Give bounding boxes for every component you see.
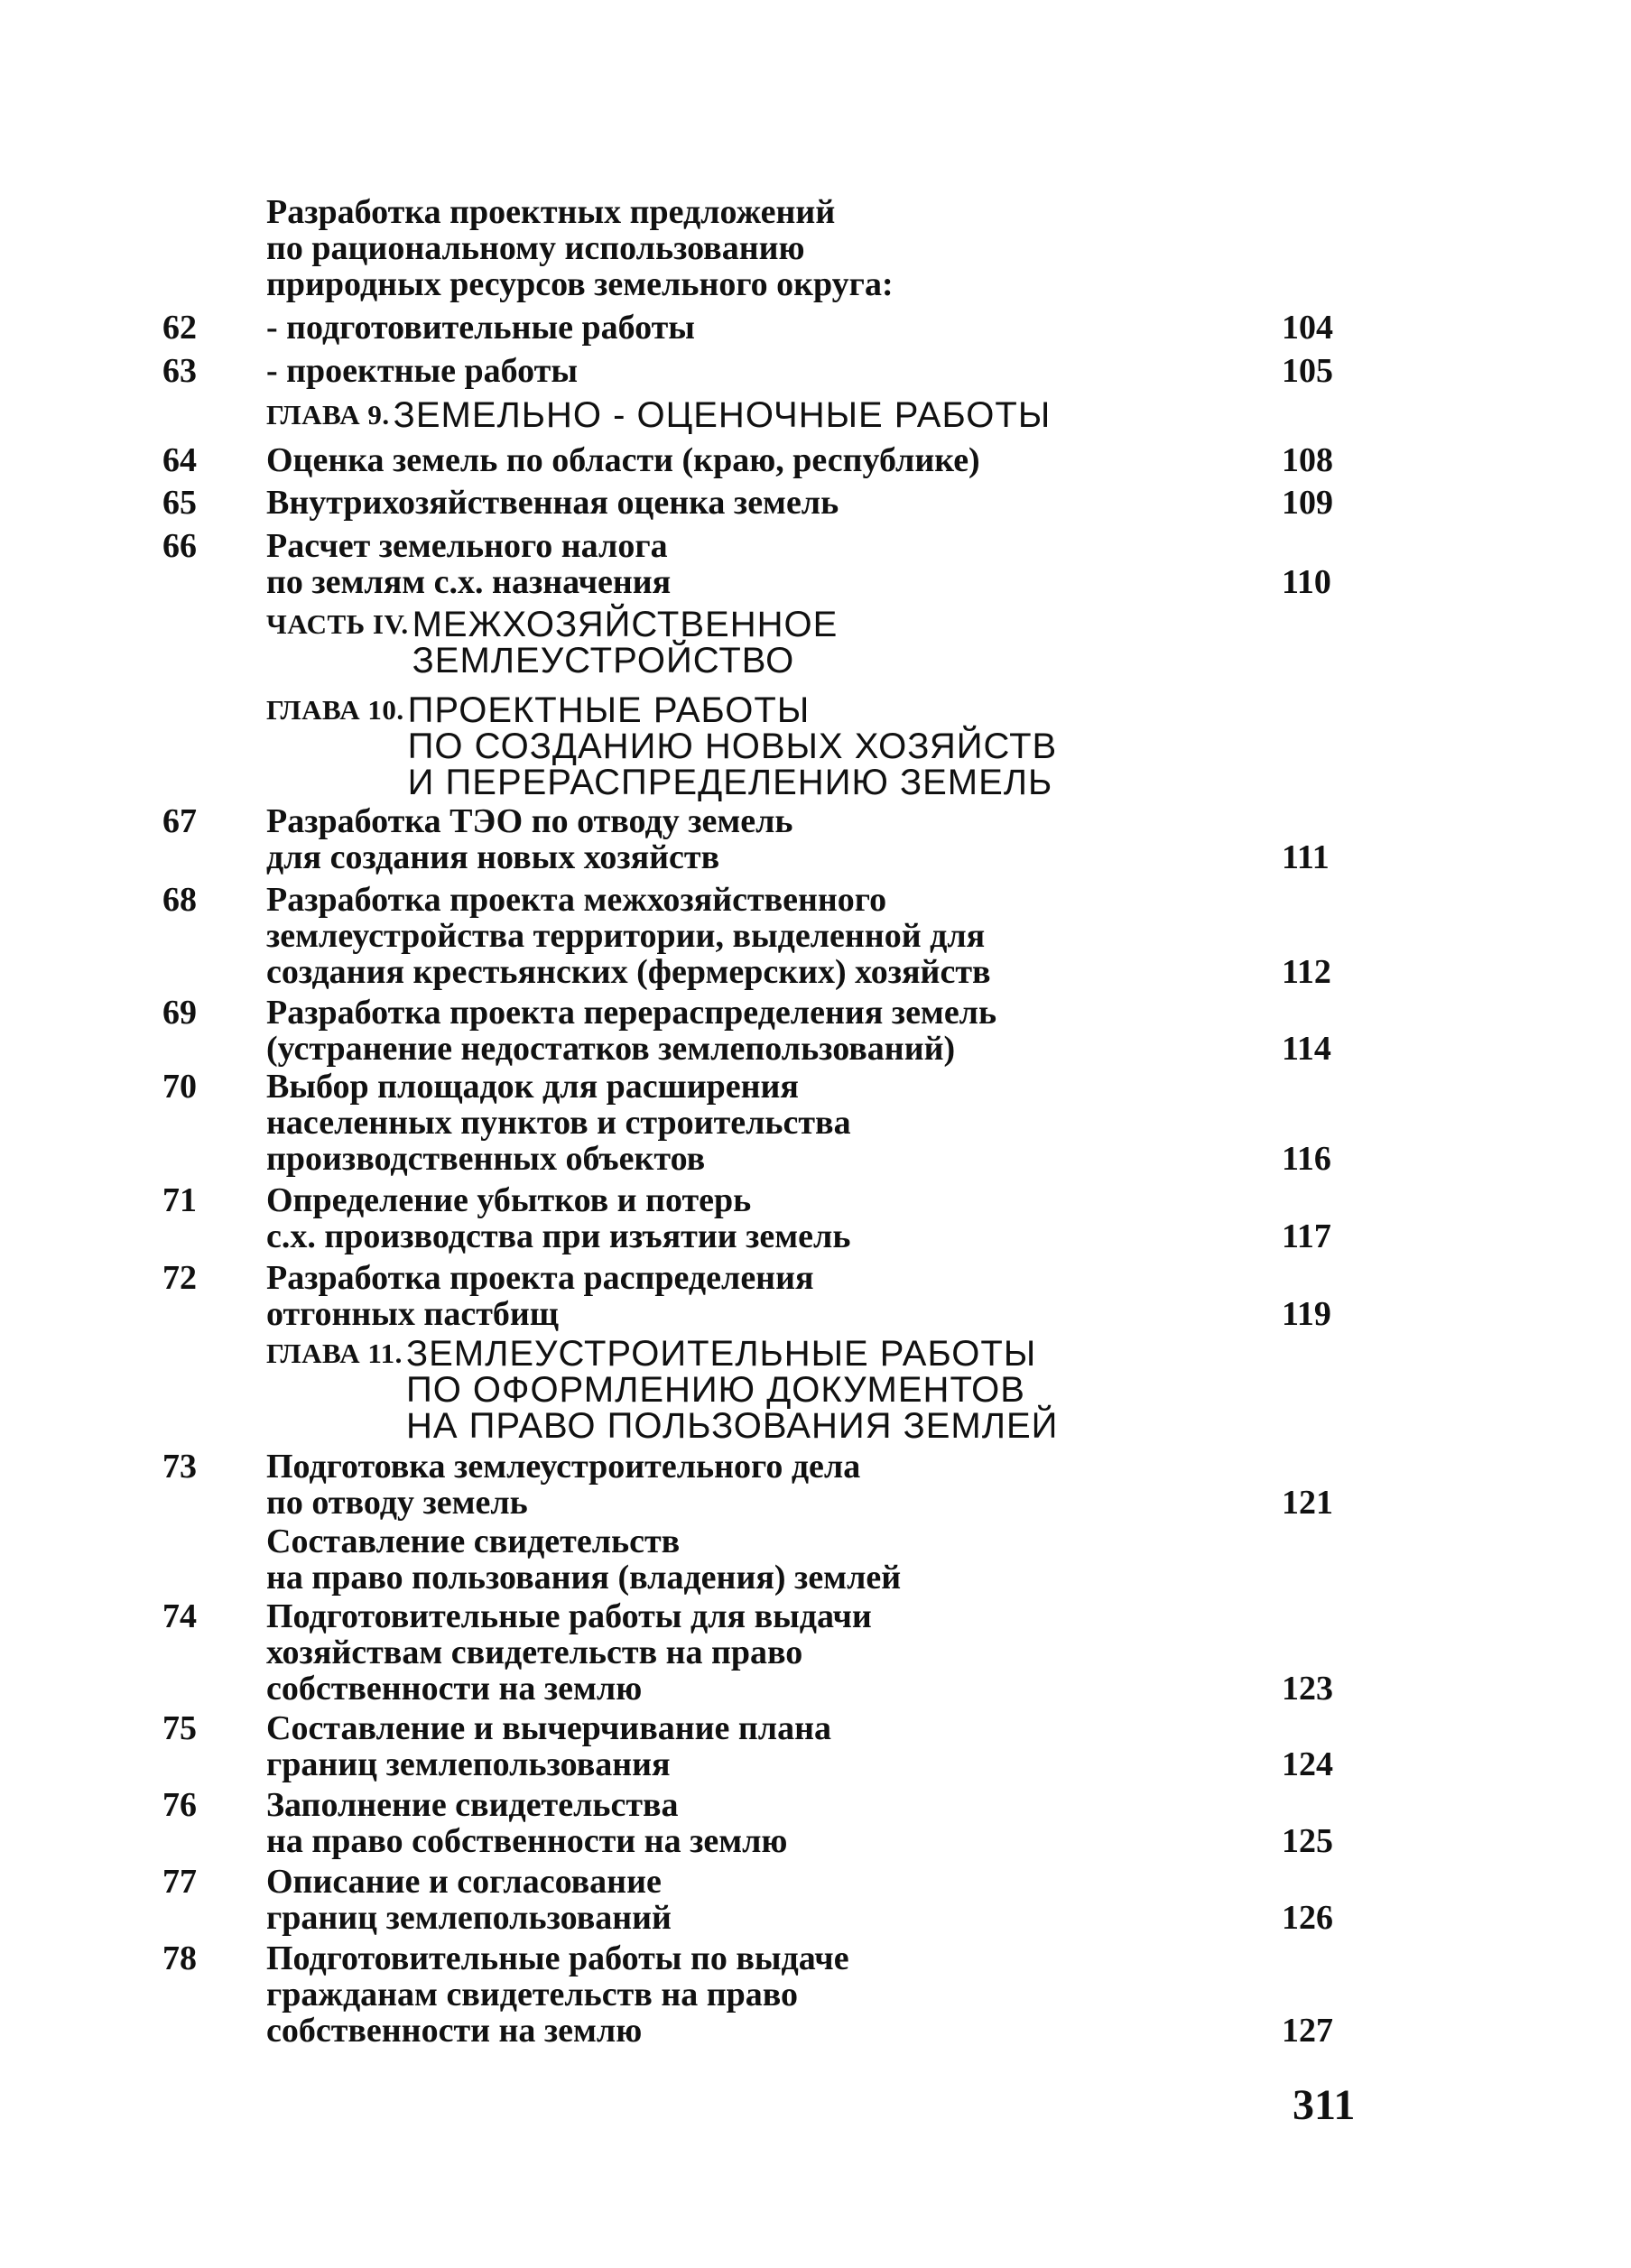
chapter-label: ГЛАВА 9.	[266, 399, 390, 430]
entry-page: 109	[1282, 484, 1333, 522]
intro-line: Разработка проектных предложений	[266, 193, 836, 231]
entry-title: Составление и вычерчивание плана	[266, 1709, 831, 1747]
intro-line: природных ресурсов земельного округа:	[266, 265, 894, 303]
entry-title: Разработка проекта перераспределения земель	[266, 994, 997, 1032]
entry-number: 70	[162, 1068, 197, 1106]
entry-title: границ землепользований	[266, 1899, 672, 1937]
entry-page: 108	[1282, 441, 1333, 479]
subsection-line: Составление свидетельств	[266, 1523, 681, 1560]
entry-page: 110	[1282, 563, 1331, 601]
entry-number: 75	[162, 1709, 197, 1747]
entry-title: - подготовительные работы	[266, 309, 695, 347]
part-title: МЕЖХОЗЯЙСТВЕННОЕ	[412, 605, 839, 644]
entry-title: Описание и согласование	[266, 1863, 662, 1901]
part-title: ЗЕМЛЕУСТРОЙСТВО	[412, 641, 795, 680]
entry-page: 114	[1282, 1030, 1331, 1068]
entry-page: 105	[1282, 352, 1333, 390]
entry-page: 104	[1282, 309, 1333, 347]
entry-number: 63	[162, 352, 197, 390]
entry-title: - проектные работы	[266, 352, 579, 390]
entry-page: 116	[1282, 1140, 1331, 1178]
entry-page: 117	[1282, 1217, 1331, 1255]
entry-title: по отводу земель	[266, 1484, 528, 1522]
subsection-heading	[266, 1523, 1241, 1596]
entry-page: 119	[1282, 1295, 1331, 1333]
entry-number: 78	[162, 1939, 197, 1977]
entry-number: 77	[162, 1863, 197, 1901]
entry-title: Заполнение свидетельства	[266, 1786, 679, 1824]
entry-page: 112	[1282, 953, 1331, 991]
entry-page: 127	[1282, 2012, 1333, 2050]
entry-page: 124	[1282, 1745, 1333, 1783]
entry-number: 69	[162, 994, 197, 1032]
chapter-title: И ПЕРЕРАСПРЕДЕЛЕНИЮ ЗЕМЕЛЬ	[407, 763, 1053, 802]
entry-number: 72	[162, 1259, 197, 1297]
chapter-label: ГЛАВА 10.	[266, 694, 404, 726]
intro-line: по рациональному использованию	[266, 229, 805, 267]
chapter-title: ЗЕМЕЛЬНО - ОЦЕНОЧНЫЕ РАБОТЫ	[393, 395, 1052, 435]
entry-title: населенных пунктов и строительства	[266, 1104, 851, 1142]
subsection-line: на право пользования (владения) землей	[266, 1559, 902, 1597]
chapter-title: НА ПРАВО ПОЛЬЗОВАНИЯ ЗЕМЛЕЙ	[405, 1406, 1059, 1446]
entry-page: 121	[1282, 1484, 1333, 1522]
entry-page: 125	[1282, 1822, 1333, 1860]
entry-title: производственных объектов	[266, 1140, 706, 1178]
chapter-title: ПО СОЗДАНИЮ НОВЫХ ХОЗЯЙСТВ	[407, 727, 1058, 766]
entry-title: для создания новых хозяйств	[266, 838, 720, 876]
chapter-9-heading	[266, 397, 1051, 433]
entry-number: 74	[162, 1597, 197, 1635]
entry-number: 68	[162, 881, 197, 919]
entry-title: создания крестьянских (фермерских) хозяйств	[266, 953, 991, 991]
entry-title: Оценка земель по области (краю, республике)	[266, 441, 980, 479]
page-number: 311	[1293, 2081, 1356, 2129]
entry-title: Разработка проекта межхозяйственного	[266, 881, 887, 919]
entry-title: границ землепользования	[266, 1745, 671, 1783]
entry-title: с.х. производства при изъятии земель	[266, 1217, 851, 1255]
entry-title: Внутрихозяйственная оценка земель	[266, 484, 839, 522]
entry-number: 71	[162, 1181, 197, 1219]
chapter-label: ГЛАВА 11.	[266, 1338, 403, 1369]
chapter-title: ПО ОФОРМЛЕНИЮ ДОКУМЕНТОВ	[405, 1370, 1025, 1410]
entry-title: по землям с.х. назначения	[266, 563, 672, 601]
chapter-11-heading	[266, 1336, 1058, 1444]
entry-title: отгонных пастбищ	[266, 1295, 559, 1333]
entry-page: 123	[1282, 1670, 1333, 1708]
intro-heading	[266, 194, 1241, 302]
entry-title: гражданам свидетельств на право	[266, 1976, 798, 2013]
entry-title: Разработка ТЭО по отводу земель	[266, 802, 793, 840]
entry-title: хозяйствам свидетельств на право	[266, 1634, 803, 1671]
entry-number: 64	[162, 441, 197, 479]
entry-title: Подготовка землеустроительного дела	[266, 1448, 861, 1486]
entry-title: (устранение недостатков землепользований)	[266, 1030, 956, 1068]
part-4-heading	[266, 606, 838, 679]
entry-number: 66	[162, 527, 197, 565]
entry-title: Подготовительные работы по выдаче	[266, 1939, 849, 1977]
entry-title: собственности на землю	[266, 2012, 643, 2050]
entry-number: 73	[162, 1448, 197, 1486]
entry-number: 65	[162, 484, 197, 522]
entry-title: на право собственности на землю	[266, 1822, 788, 1860]
entry-page: 111	[1282, 838, 1330, 876]
entry-title: Определение убытков и потерь	[266, 1181, 752, 1219]
entry-number: 76	[162, 1786, 197, 1824]
entry-page: 126	[1282, 1899, 1333, 1937]
entry-number: 67	[162, 802, 197, 840]
chapter-10-heading	[266, 692, 1057, 801]
chapter-title: ЗЕМЛЕУСТРОИТЕЛЬНЫЕ РАБОТЫ	[405, 1334, 1037, 1374]
chapter-title: ПРОЕКТНЫЕ РАБОТЫ	[407, 690, 811, 730]
entry-title: Выбор площадок для расширения	[266, 1068, 799, 1106]
entry-title: Разработка проекта распределения	[266, 1259, 814, 1297]
entry-title: Подготовительные работы для выдачи	[266, 1597, 872, 1635]
entry-title: собственности на землю	[266, 1670, 643, 1708]
part-label: ЧАСТЬ IV.	[266, 608, 409, 640]
entry-number: 62	[162, 309, 197, 347]
entry-title: землеустройства территории, выделенной для	[266, 917, 986, 955]
entry-title: Расчет земельного налога	[266, 527, 668, 565]
